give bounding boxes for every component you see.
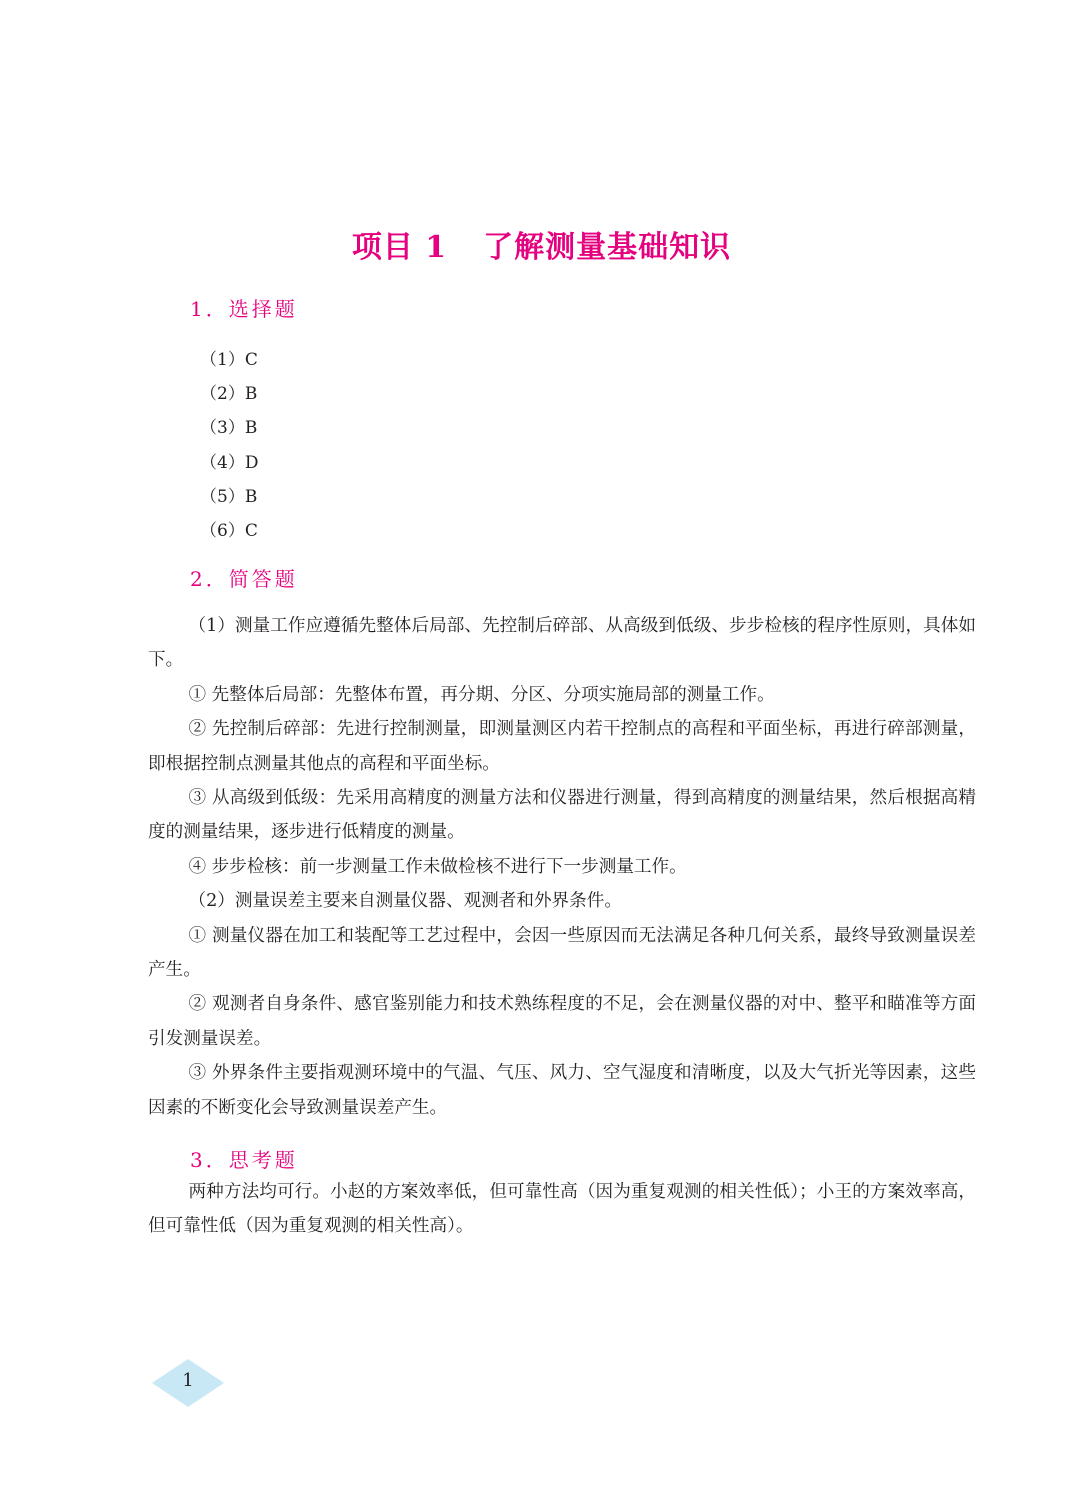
answer-list: [200, 343, 258, 548]
project-name: 了解测量基础知识: [483, 230, 732, 265]
page-title: [0, 222, 1083, 266]
paragraph: ① 先整体后局部：先整体布置，再分期、分区、分项实施局部的测量工作。: [188, 684, 775, 705]
answer-item: （5）B: [200, 486, 258, 507]
paragraph: （1）测量工作应遵循先整体后局部、先控制后碎部、从高级到低级、步步检核的程序性原则，具体如下。: [148, 616, 976, 671]
thinking-answer-paragraph: 两种方法均可行。小赵的方案效率低，但可靠性高（因为重复观测的相关性低）；小王的方案效率高，但可靠性低（因为重复观测的相关性高）。: [148, 1182, 976, 1237]
answer-item: （4）D: [200, 452, 259, 473]
answer-item: （2）B: [200, 384, 258, 405]
paragraph: ③ 从高级到低级：先采用高精度的测量方法和仪器进行测量，得到高精度的测量结果，然后根据高精度的测量结果，逐步进行低精度的测量。: [148, 788, 976, 843]
paragraph: （2）测量误差主要来自测量仪器、观测者和外界条件。: [188, 891, 622, 912]
short-answer-body: [148, 609, 976, 1125]
paragraph: ③ 外界条件主要指观测环境中的气温、气压、风力、空气湿度和清晰度，以及大气折光等因素，这些因素的不断变化会导致测量误差产生。: [148, 1063, 976, 1118]
answer-item: （6）C: [200, 521, 258, 542]
section-heading-multiple-choice: 1．选择题: [190, 297, 298, 321]
paragraph: ② 观测者自身条件、感官鉴别能力和技术熟练程度的不足，会在测量仪器的对中、整平和瞄准等方面引发测量误差。: [148, 994, 976, 1049]
paragraph: ① 测量仪器在加工和装配等工艺过程中，会因一些原因而无法满足各种几何关系，最终导致测量误差产生。: [148, 925, 976, 981]
paragraph: ② 先控制后碎部：先进行控制测量，即测量测区内若干控制点的高程和平面坐标，再进行碎部测量，即根据控制点测量其他点的高程和平面坐标。: [148, 719, 976, 774]
page-number: 1: [182, 1370, 194, 1391]
page-number-badge: [152, 1359, 224, 1407]
section-heading-short-answer: 2．简答题: [190, 567, 298, 591]
answer-item: （3）B: [200, 418, 258, 439]
section-heading-thinking: 3．思考题: [190, 1148, 298, 1172]
project-number: 项目 1: [351, 230, 448, 265]
paragraph: ④ 步步检核：前一步测量工作未做检核不进行下一步测量工作。: [188, 856, 687, 877]
answer-item: （1）C: [200, 350, 258, 370]
